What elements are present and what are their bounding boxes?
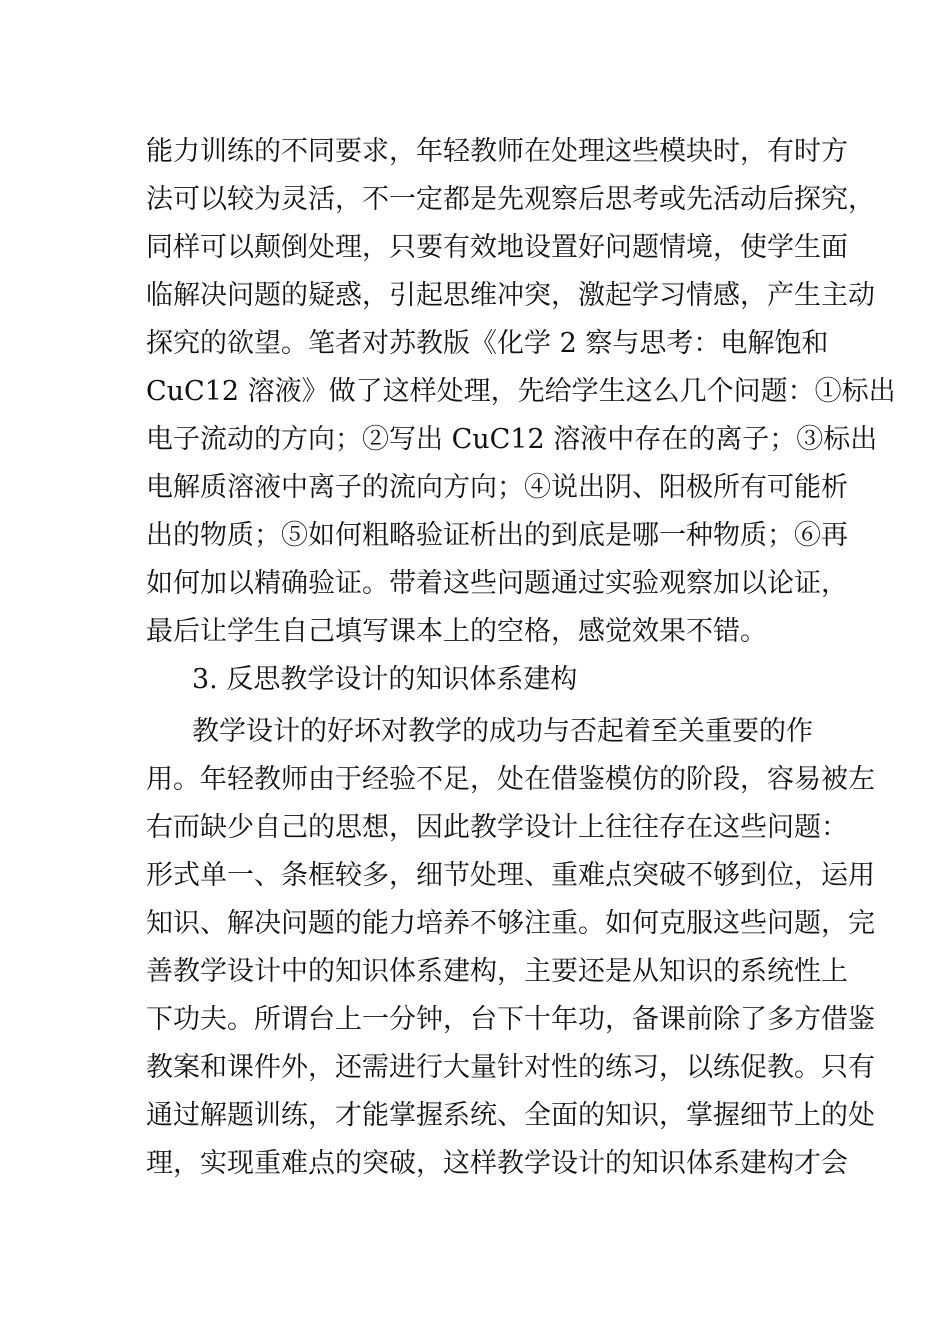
text-line: 形式单一、条框较多，细节处理、重难点突破不够到位，运用	[146, 860, 875, 891]
text-line: CuC12 溶液》做了这样处理，先给学生这么几个问题：①标出	[146, 376, 896, 407]
text-line: 出的物质；⑤如何粗略验证析出的到底是哪一种物质；⑥再	[146, 520, 848, 551]
text-line: 通过解题训练，才能掌握系统、全面的知识，掌握细节上的处	[146, 1100, 875, 1131]
text-line: 探究的欲望。笔者对苏教版《化学 2 察与思考：电解饱和	[146, 328, 829, 359]
text-line: 用。年轻教师由于经验不足，处在借鉴模仿的阶段，容易被左	[146, 764, 875, 795]
text-line: 最后让学生自己填写课本上的空格，感觉效果不错。	[146, 616, 767, 647]
text-line: 法可以较为灵活，不一定都是先观察后思考或先活动后探究，	[146, 184, 875, 215]
text-line: 教案和课件外，还需进行大量针对性的练习，以练促教。只有	[146, 1052, 875, 1083]
section-heading: 3. 反思教学设计的知识体系建构	[192, 664, 578, 695]
text-line: 右而缺少自己的思想，因此教学设计上往往存在这些问题：	[146, 812, 848, 843]
text-line: 临解决问题的疑惑，引起思维冲突，激起学习情感，产生主动	[146, 280, 875, 311]
text-line: 理，实现重难点的突破，这样教学设计的知识体系建构才会	[146, 1148, 848, 1179]
text-line: 能力训练的不同要求，年轻教师在处理这些模块时，有时方	[146, 136, 848, 167]
text-line: 同样可以颠倒处理，只要有效地设置好问题情境，使学生面	[146, 232, 848, 263]
text-line: 电子流动的方向；②写出 CuC12 溶液中存在的离子；③标出	[146, 424, 878, 455]
text-line: 如何加以精确验证。带着这些问题通过实验观察加以论证，	[146, 568, 848, 599]
text-line: 下功夫。所谓台上一分钟，台下十年功，备课前除了多方借鉴	[146, 1004, 875, 1035]
text-line: 教学设计的好坏对教学的成功与否起着至关重要的作	[192, 716, 813, 747]
text-line: 善教学设计中的知识体系建构，主要还是从知识的系统性上	[146, 956, 848, 987]
text-line: 知识、解决问题的能力培养不够注重。如何克服这些问题，完	[146, 908, 875, 939]
text-line: 电解质溶液中离子的流向方向；④说出阴、阳极所有可能析	[146, 472, 848, 503]
